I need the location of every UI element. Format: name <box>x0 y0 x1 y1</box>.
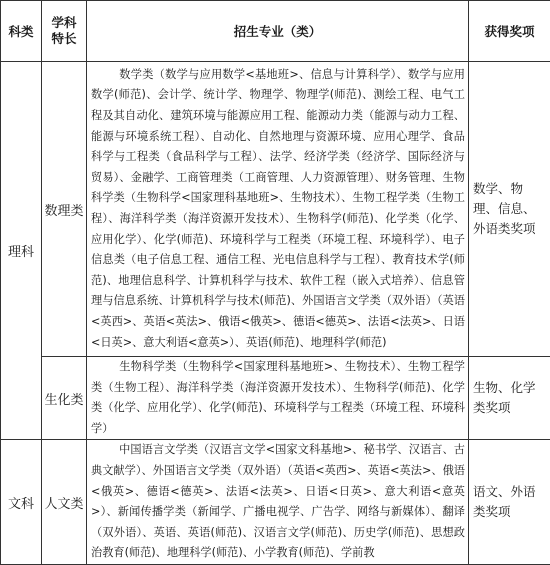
header-specialty <box>42 1 87 62</box>
header-row <box>1 1 550 62</box>
awards-cell: 数学、物理、信息、外语类奖项 <box>469 62 550 357</box>
majors-text: 数学类（数学与应用数学<基地班>、信息与计算科学）、数学与应用数学(师范)、会计学、统计学、物理学、物理学(师范)、测绘工程、电气工程及其自动化、建筑环境与能源应用工程、能源动力类（能源与动力工程、能源与环境系统工程）、自动化、自然地理与资源环境、应用心理学、食品科学与工程类（食品科学与工程）、法学、经济学类（经济学、国际经济与贸易）、金融学、工商管理类（工商管理、人力资源管理）、财务管理、生物科学类（生物科学<国家理科基地班>、生物技术）、生物工程学类（生物工程）、海洋科学类（海洋资源开发技术）、生物科学(师范)、化学类（化学、应用化学）、化学(师范)、环境科学与工程类（环境工程、环境科学）、电子信息类（电子信息工程、通信工程、光电信息科学与工程）、教育技术学(师范)、地理信息科学、计算机科学与技术、软件工程（嵌入式培养）、信息管理与信息系统、计算机科学与技术(师范)、外国语言文学类（双外语）（英语<英西>、英语<英法>、俄语<俄英>、德语<德英>、法语<法英>、日语<日英>、意大利语<意英>）、英语(师范)、地理科学(师范) <box>91 68 465 349</box>
category-cell: 理科 <box>1 62 42 440</box>
majors-text: 中国语言文学类（汉语言文学<国家文科基地>、秘书学、汉语言、古典文献学）、外国语言文学类（双外语）（英语<英西>、英语<英法>、俄语<俄英>、德语<德英>、法语<法英>、日语<日英>、意大利语<意英>）、新闻传播学类（新闻学、广播电视学、广告学、网络与新媒体）、翻译（双外语）、英语、英语(师范)、汉语言文学(师范)、历史学(师范)、思想政治教育(师范)、地理科学(师范)、小学教育(师范)、学前教 <box>91 443 465 559</box>
majors-cell <box>87 440 469 565</box>
specialty-cell: 数理类 <box>42 62 87 357</box>
table-row <box>1 440 550 565</box>
majors-text: 生物科学类（生物科学<国家理科基地班>、生物技术）、生物工程学类（生物工程）、海洋科学类（海洋资源开发技术）、生物科学(师范)、化学类（化学、应用化学）、化学(师范)、环境科学与工程类（环境工程、环境科学） <box>91 360 465 435</box>
header-category: 科类 <box>1 1 42 62</box>
specialty-cell: 生化类 <box>42 357 87 440</box>
specialty-cell: 人文类 <box>42 440 87 565</box>
majors-cell <box>87 357 469 440</box>
header-awards: 获得奖项 <box>469 1 550 62</box>
category-cell: 文科 <box>1 440 42 565</box>
table-row <box>1 357 550 440</box>
header-specialty-line2: 特长 <box>51 31 76 46</box>
header-majors: 招生专业（类） <box>87 1 469 62</box>
header-specialty-line1: 学科 <box>51 15 76 30</box>
awards-cell: 语文、外语类奖项 <box>469 440 550 565</box>
awards-cell: 生物、化学类奖项 <box>469 357 550 440</box>
table-row <box>1 62 550 357</box>
majors-cell <box>87 62 469 357</box>
